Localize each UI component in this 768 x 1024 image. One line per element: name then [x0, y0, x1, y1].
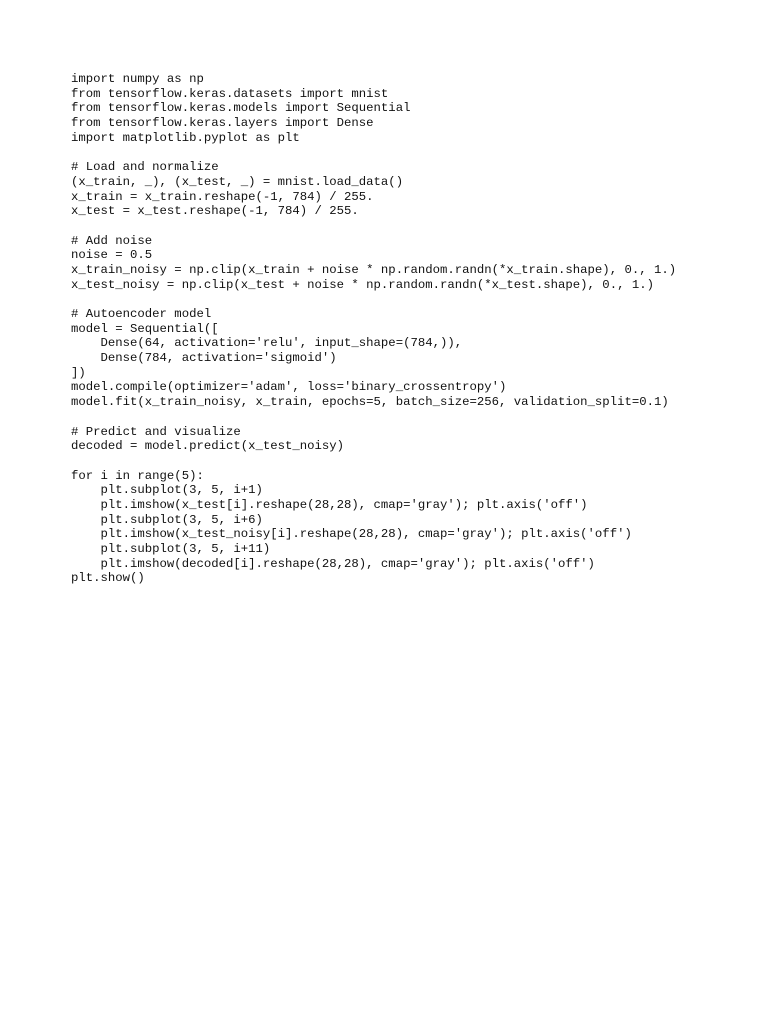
code-line: plt.subplot(3, 5, i+1): [71, 483, 263, 498]
code-line: plt.subplot(3, 5, i+11): [71, 542, 271, 556]
blank-line: [71, 410, 751, 425]
blank-line: [71, 292, 751, 307]
code-line: (x_train, _), (x_test, _) = mnist.load_data(): [71, 174, 404, 189]
code-line: model.compile(optimizer='adam', loss='binary_crossentropy'): [71, 380, 507, 395]
code-line: Dense(64, activation='relu', input_shape=(784,)),: [71, 336, 463, 351]
blank-line: [71, 145, 751, 160]
code-line: x_train_noisy = np.clip(x_train + noise * np.random.randn(*x_train.shape), 0., 1.): [71, 262, 677, 277]
blank-line: [71, 219, 751, 234]
code-line: x_test = x_test.reshape(-1, 784) / 255.: [71, 204, 359, 219]
code-line: decoded = model.predict(x_test_noisy): [71, 439, 345, 454]
code-line: x_test_noisy = np.clip(x_test + noise * np.random.randn(*x_test.shape), 0., 1.): [71, 277, 654, 292]
code-line: from tensorflow.keras.layers import Dense: [71, 116, 374, 131]
code-line: # Load and normalize: [71, 160, 219, 175]
code-line: # Predict and visualize: [71, 424, 241, 439]
code-line: from tensorflow.keras.models import Sequential: [71, 101, 411, 116]
code-line: plt.imshow(decoded[i].reshape(28,28), cmap='gray'); plt.axis('off'): [71, 556, 595, 571]
code-line: plt.imshow(x_test[i].reshape(28,28), cmap='gray'); plt.axis('off'): [71, 497, 588, 512]
code-line: for i in range(5):: [71, 468, 204, 483]
code-block: [71, 72, 751, 586]
code-line: import numpy as np: [71, 72, 204, 86]
code-line: from tensorflow.keras.datasets import mnist: [71, 86, 389, 101]
code-line: plt.imshow(x_test_noisy[i].reshape(28,28), cmap='gray'); plt.axis('off'): [71, 527, 632, 542]
code-line: import matplotlib.pyplot as plt: [71, 130, 300, 145]
code-line: x_train = x_train.reshape(-1, 784) / 255.: [71, 189, 374, 204]
blank-line: [71, 454, 751, 469]
code-line: ]): [71, 365, 86, 380]
code-line: # Add noise: [71, 233, 153, 248]
code-line: model.fit(x_train_noisy, x_train, epochs=5, batch_size=256, validation_split=0.1): [71, 395, 669, 410]
code-line: model = Sequential([: [71, 321, 219, 336]
code-line: plt.subplot(3, 5, i+6): [71, 512, 263, 527]
code-line: noise = 0.5: [71, 248, 153, 263]
code-line: plt.show(): [71, 571, 145, 586]
code-line: # Autoencoder model: [71, 307, 212, 321]
code-line: Dense(784, activation='sigmoid'): [71, 351, 337, 366]
